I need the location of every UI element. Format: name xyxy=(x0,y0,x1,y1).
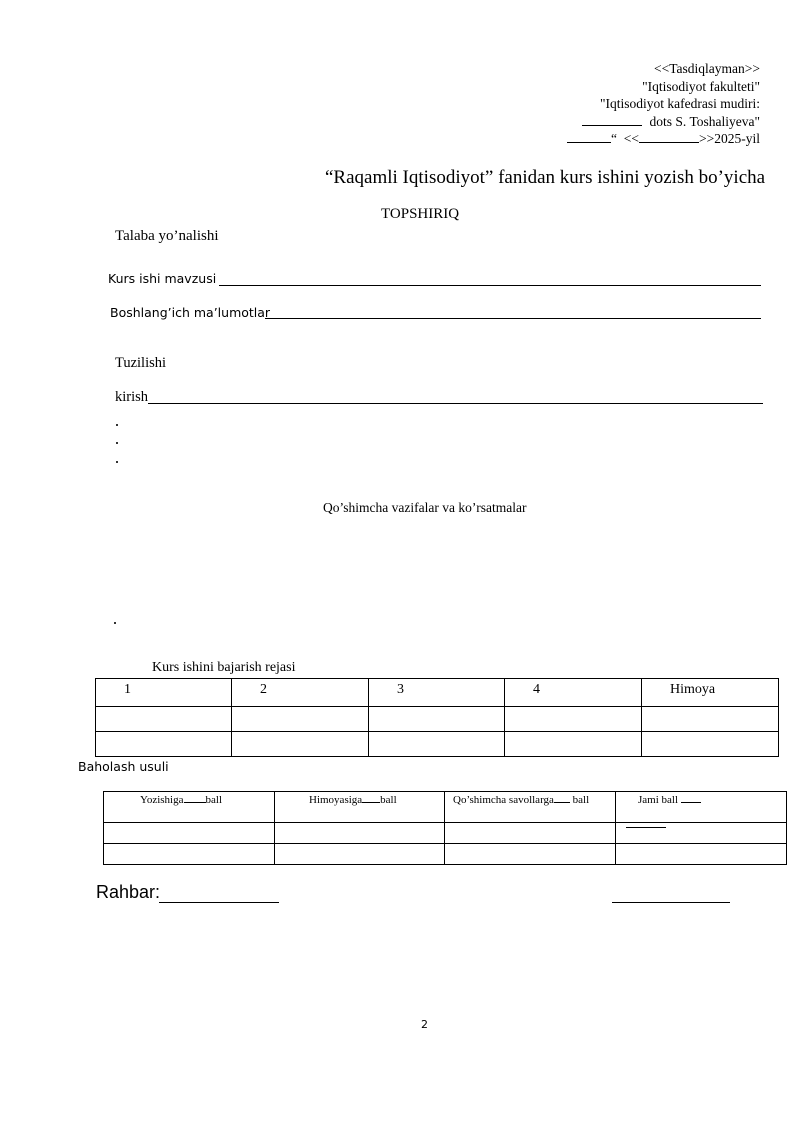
page-number: 2 xyxy=(421,1018,428,1031)
supervisor-label: Rahbar: xyxy=(96,882,161,902)
grading-title: Baholash usuli xyxy=(78,759,169,774)
plan-header-row xyxy=(96,679,779,707)
grading-cell[interactable] xyxy=(275,844,445,865)
blank-line[interactable] xyxy=(681,794,701,803)
grading-header-writing xyxy=(104,792,275,823)
bullet-dot xyxy=(116,461,118,463)
structure-label: Tuzilishi xyxy=(115,355,167,371)
approval-line-5 xyxy=(567,130,760,148)
field-topic-label: Kurs ishi mavzusi xyxy=(108,271,217,286)
plan-header-cell: 4 xyxy=(505,679,642,707)
intro-line[interactable] xyxy=(148,403,763,404)
grading-header-unit: ball xyxy=(569,794,590,806)
plan-cell[interactable] xyxy=(232,707,369,732)
grading-row xyxy=(104,823,787,844)
plan-row xyxy=(96,732,779,757)
grading-header-row xyxy=(104,792,787,823)
blank-line[interactable] xyxy=(362,794,380,803)
date-quote: “ xyxy=(611,131,618,146)
grading-header-defense xyxy=(275,792,445,823)
field-direction-label: Talaba yo’nalishi xyxy=(115,228,219,244)
plan-row xyxy=(96,707,779,732)
grading-cell[interactable] xyxy=(616,823,787,844)
approval-line-4 xyxy=(567,113,760,131)
grading-header-total xyxy=(616,792,787,823)
approval-line-3: "Iqtisodiyot kafedrasi mudiri: xyxy=(600,96,760,111)
grading-header-unit: ball xyxy=(205,794,223,806)
grading-header-text: Qo’shimcha savollarga xyxy=(453,794,554,806)
supervisor-signature-line[interactable] xyxy=(612,902,730,903)
plan-table xyxy=(95,678,779,757)
grading-header-unit: ball xyxy=(380,794,397,806)
supervisor-name-line[interactable] xyxy=(159,902,279,903)
blank-line[interactable] xyxy=(184,794,206,803)
bullet-dot xyxy=(116,424,118,426)
grading-cell[interactable] xyxy=(445,823,616,844)
date-open: << xyxy=(623,131,640,146)
intro-label: kirish xyxy=(115,389,149,405)
bullet-dot xyxy=(114,622,116,624)
approval-head-name: dots S. Toshaliyeva" xyxy=(649,113,760,129)
plan-cell[interactable] xyxy=(369,707,505,732)
grading-header-text: Yozishiga xyxy=(140,794,184,806)
plan-cell[interactable] xyxy=(96,732,232,757)
field-initial-data-label: Boshlang’ich ma’lumotlar xyxy=(110,305,271,320)
field-initial-data-line[interactable] xyxy=(265,318,761,319)
plan-title: Kurs ishini bajarish rejasi xyxy=(152,660,296,675)
plan-cell[interactable] xyxy=(96,707,232,732)
grading-cell[interactable] xyxy=(445,844,616,865)
plan-cell[interactable] xyxy=(642,732,779,757)
grading-header-extra xyxy=(445,792,616,823)
bullet-dot xyxy=(116,442,118,444)
plan-cell[interactable] xyxy=(642,707,779,732)
field-topic-line[interactable] xyxy=(219,285,761,286)
plan-cell[interactable] xyxy=(505,732,642,757)
plan-header-cell: 1 xyxy=(96,679,232,707)
grading-cell[interactable] xyxy=(275,823,445,844)
total-blank-line xyxy=(626,827,666,828)
grading-header-text: Jami ball xyxy=(638,794,681,806)
plan-cell[interactable] xyxy=(369,732,505,757)
approval-line-2: "Iqtisodiyot fakulteti" xyxy=(642,78,760,94)
grading-table xyxy=(103,791,787,865)
plan-header-cell: 3 xyxy=(369,679,505,707)
grading-cell[interactable] xyxy=(104,823,275,844)
plan-cell[interactable] xyxy=(505,707,642,732)
date-year: >>2025-yil xyxy=(699,131,760,146)
grading-cell[interactable] xyxy=(616,844,787,865)
plan-header-cell: 2 xyxy=(232,679,369,707)
document-subtitle: TOPSHIRIQ xyxy=(381,206,460,222)
approval-block xyxy=(567,60,760,148)
grading-row xyxy=(104,844,787,865)
blank-line[interactable] xyxy=(554,794,570,803)
plan-header-cell: Himoya xyxy=(642,679,779,707)
document-title: “Raqamli Iqtisodiyot” fanidan kurs ishini yozish bo’yicha xyxy=(325,167,766,188)
additional-tasks-heading: Qo’shimcha vazifalar va ko’rsatmalar xyxy=(323,500,527,515)
grading-header-text: Himoyasiga xyxy=(309,794,363,806)
approval-line-1: <<Tasdiqlayman>> xyxy=(654,61,760,76)
grading-cell[interactable] xyxy=(104,844,275,865)
plan-cell[interactable] xyxy=(232,732,369,757)
